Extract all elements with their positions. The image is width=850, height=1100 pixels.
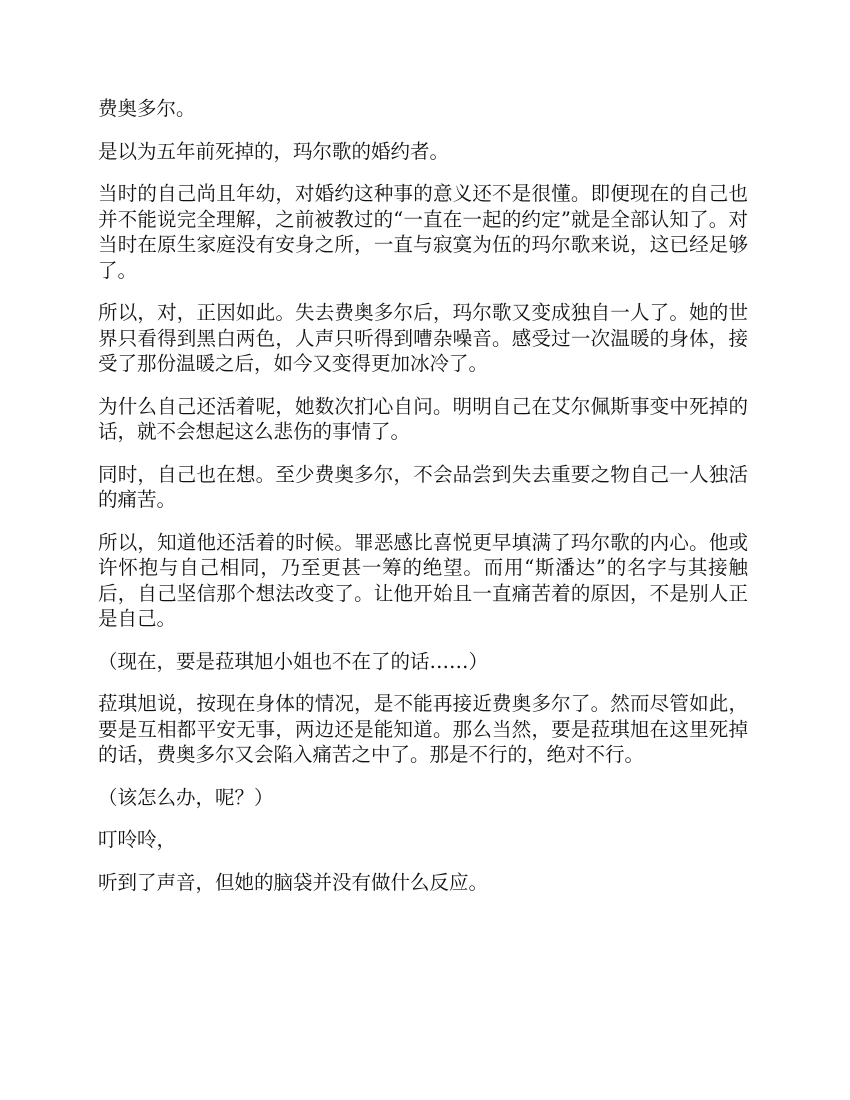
- paragraph-11: 叮呤呤，: [98, 828, 177, 851]
- paragraph-12: 听到了声音，但她的脑袋并没有做什么反应。: [98, 870, 489, 894]
- paragraph-3: 当时的自己尚且年幼，对婚约这种事的意义还不是很懂。即便现在的自己也并不能说完全理解，之前被教过的“一直在一起的约定”就是全部认知了。对当时在原生家庭没有安身之所，一直与寂寞为伍的玛尔歌来说，这已经足够了。: [98, 182, 748, 282]
- paragraph-4: 所以，对，正因如此。失去费奥多尔后，玛尔歌又变成独自一人了。她的世界只看得到黑白两色，人声只听得到嘈杂噪音。感受过一次温暖的身体，接受了那份温暖之后，如今又变得更加冰冷了。: [98, 301, 748, 375]
- paragraph-6: 同时，自己也在想。至少费奥多尔，不会品尝到失去重要之物自己一人独活的痛苦。: [98, 462, 748, 511]
- paragraph-2: 是以为五年前死掉的，玛尔歌的婚约者。: [98, 139, 450, 163]
- paragraph-7: 所以，知道他还活着的时候。罪恶感比喜悦更早填满了玛尔歌的内心。他或许怀抱与自己相同，乃至更甚一筹的绝望。而用“斯潘达”的名字与其接触后，自己坚信那个想法改变了。让他开始且一直痛苦着的原因，不是别人正是自己。: [98, 530, 748, 630]
- paragraph-1: 费奥多尔。: [98, 97, 196, 120]
- paragraph-9: 菈琪旭说，按现在身体的情况，是不能再接近费奥多尔了。然而尽管如此，要是互相都平安无事，两边还是能知道。那么当然，要是菈琪旭在这里死掉的话，费奥多尔又会陷入痛苦之中了。那是不行的，绝对不行。: [98, 692, 748, 766]
- paragraph-5: 为什么自己还活着呢，她数次扪心自问。明明自己在艾尔佩斯事变中死掉的话，就不会想起这么悲伤的事情了。: [98, 394, 748, 443]
- document-body: [98, 96, 748, 912]
- paragraph-8: （现在，要是菈琪旭小姐也不在了的话……）: [98, 649, 489, 673]
- paragraph-10: （该怎么办，呢？）: [98, 785, 274, 809]
